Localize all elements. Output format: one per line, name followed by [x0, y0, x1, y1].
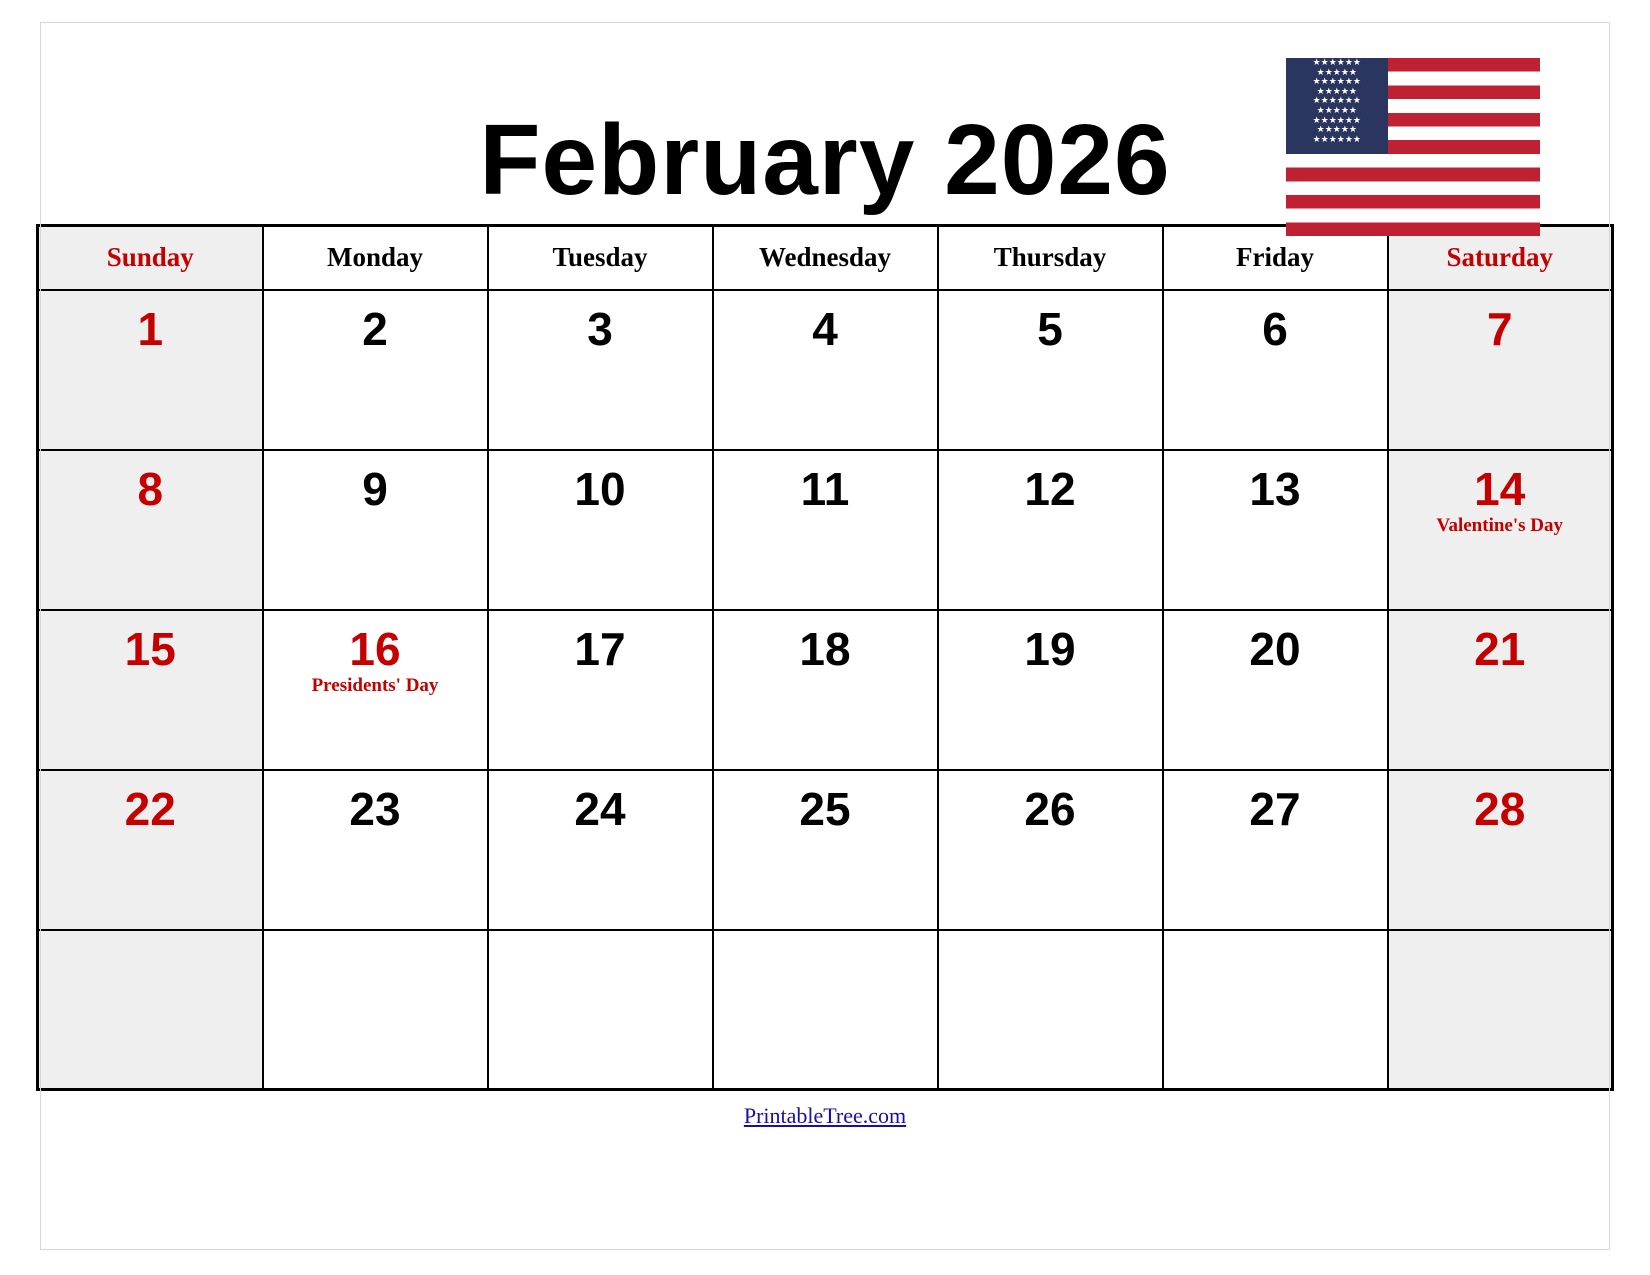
day-number: 4: [812, 302, 838, 355]
day-number: 17: [574, 622, 626, 675]
calendar-day-cell[interactable]: [1388, 290, 1613, 450]
day-number: 20: [1249, 622, 1301, 675]
weekday-header: Saturday: [1388, 226, 1613, 290]
day-number: 8: [137, 462, 164, 515]
day-number: [489, 931, 712, 945]
flag-star-row: ★★★★★★: [1312, 133, 1361, 144]
printabletree-link[interactable]: PrintableTree.com: [743, 1103, 907, 1128]
calendar-day-cell[interactable]: [38, 610, 263, 770]
flag-star-row: ★★★★★★: [1312, 114, 1361, 125]
calendar-day-cell[interactable]: [263, 290, 488, 450]
day-number: [39, 931, 262, 945]
day-number: 10: [574, 462, 626, 515]
calendar-day-cell[interactable]: [38, 930, 263, 1090]
weekday-header: Friday: [1163, 226, 1388, 290]
day-number: 15: [124, 622, 176, 675]
calendar-day-cell[interactable]: [38, 290, 263, 450]
calendar-week-row: [38, 930, 1613, 1090]
weekday-header: Thursday: [938, 226, 1163, 290]
day-number: [714, 931, 937, 945]
weekday-header: Wednesday: [713, 226, 938, 290]
calendar-day-cell[interactable]: [488, 610, 713, 770]
calendar-day-cell[interactable]: [488, 930, 713, 1090]
calendar-day-cell[interactable]: [1163, 770, 1388, 930]
day-number: 12: [1024, 462, 1076, 515]
calendar-day-cell[interactable]: [713, 290, 938, 450]
calendar-day-cell[interactable]: [488, 290, 713, 450]
flag-canton: [1286, 58, 1388, 154]
calendar-day-cell[interactable]: [263, 930, 488, 1090]
calendar-day-cell[interactable]: [263, 770, 488, 930]
calendar-day-cell[interactable]: [1163, 930, 1388, 1090]
day-number: 24: [574, 782, 626, 835]
calendar-day-cell[interactable]: [1388, 610, 1613, 770]
day-number: 26: [1024, 782, 1076, 835]
day-number: 28: [1474, 782, 1526, 835]
flag-star-row: ★★★★★★: [1312, 58, 1361, 67]
weekday-header: Monday: [263, 226, 488, 290]
calendar-week-row: [38, 290, 1613, 450]
calendar-day-cell[interactable]: [938, 930, 1163, 1090]
day-number: 16: [349, 622, 401, 675]
day-number: 21: [1474, 622, 1526, 675]
flag-star-row: ★★★★★★: [1312, 95, 1361, 106]
day-event-label: Valentine's Day: [1436, 514, 1563, 536]
calendar-day-cell[interactable]: [488, 770, 713, 930]
day-number: 23: [349, 782, 401, 835]
calendar-day-cell[interactable]: [713, 930, 938, 1090]
day-number: 6: [1262, 302, 1288, 355]
calendar-day-cell[interactable]: [38, 770, 263, 930]
us-flag-icon: [1286, 58, 1540, 236]
flag-star-row: ★★★★★★: [1312, 76, 1361, 87]
day-number: 3: [587, 302, 613, 355]
footer: [36, 1103, 1614, 1129]
day-number: 19: [1024, 622, 1076, 675]
day-number: 7: [1486, 302, 1513, 355]
calendar-header: [36, 28, 1614, 224]
calendar-day-cell[interactable]: [488, 450, 713, 610]
day-number: 2: [362, 302, 388, 355]
flag-star-row: ★★★★★: [1316, 104, 1357, 115]
calendar-day-cell[interactable]: [1163, 450, 1388, 610]
calendar-day-cell[interactable]: [938, 770, 1163, 930]
day-number: 1: [137, 302, 164, 355]
day-number: 9: [362, 462, 388, 515]
calendar-day-cell[interactable]: [1388, 450, 1613, 610]
calendar-day-cell[interactable]: [1388, 770, 1613, 930]
calendar-day-cell[interactable]: [1163, 610, 1388, 770]
flag-star-row: ★★★★★: [1316, 124, 1357, 135]
page-title: February 2026: [479, 104, 1171, 216]
weekday-header: Sunday: [38, 226, 263, 290]
calendar-day-cell[interactable]: [1388, 930, 1613, 1090]
calendar-day-cell[interactable]: [713, 450, 938, 610]
calendar-day-cell[interactable]: [713, 610, 938, 770]
calendar-day-cell[interactable]: [263, 450, 488, 610]
day-number: 22: [124, 782, 176, 835]
calendar-week-row: [38, 450, 1613, 610]
flag-star-row: ★★★★★: [1316, 85, 1357, 96]
day-number: 27: [1249, 782, 1301, 835]
day-number: [1389, 931, 1612, 945]
weekday-header: Tuesday: [488, 226, 713, 290]
day-event-label: Presidents' Day: [311, 674, 439, 696]
day-number: 18: [799, 622, 851, 675]
day-number: 13: [1249, 462, 1301, 515]
day-number: 25: [799, 782, 851, 835]
calendar-week-row: [38, 770, 1613, 930]
calendar-day-cell[interactable]: [713, 770, 938, 930]
calendar-grid: [36, 224, 1614, 1091]
day-number: [939, 931, 1162, 945]
calendar-day-cell[interactable]: [938, 290, 1163, 450]
day-number: [1164, 931, 1387, 945]
calendar-week-row: [38, 610, 1613, 770]
flag-star-row: ★★★★★: [1316, 66, 1357, 77]
calendar-day-cell[interactable]: [38, 450, 263, 610]
calendar-day-cell[interactable]: [938, 450, 1163, 610]
calendar-body: [38, 290, 1613, 1090]
day-number: 5: [1037, 302, 1063, 355]
day-number: 14: [1474, 462, 1526, 515]
day-number: 11: [800, 462, 850, 515]
calendar-day-cell[interactable]: [938, 610, 1163, 770]
calendar-day-cell[interactable]: [1163, 290, 1388, 450]
day-number: [264, 931, 487, 945]
calendar-day-cell[interactable]: [263, 610, 488, 770]
